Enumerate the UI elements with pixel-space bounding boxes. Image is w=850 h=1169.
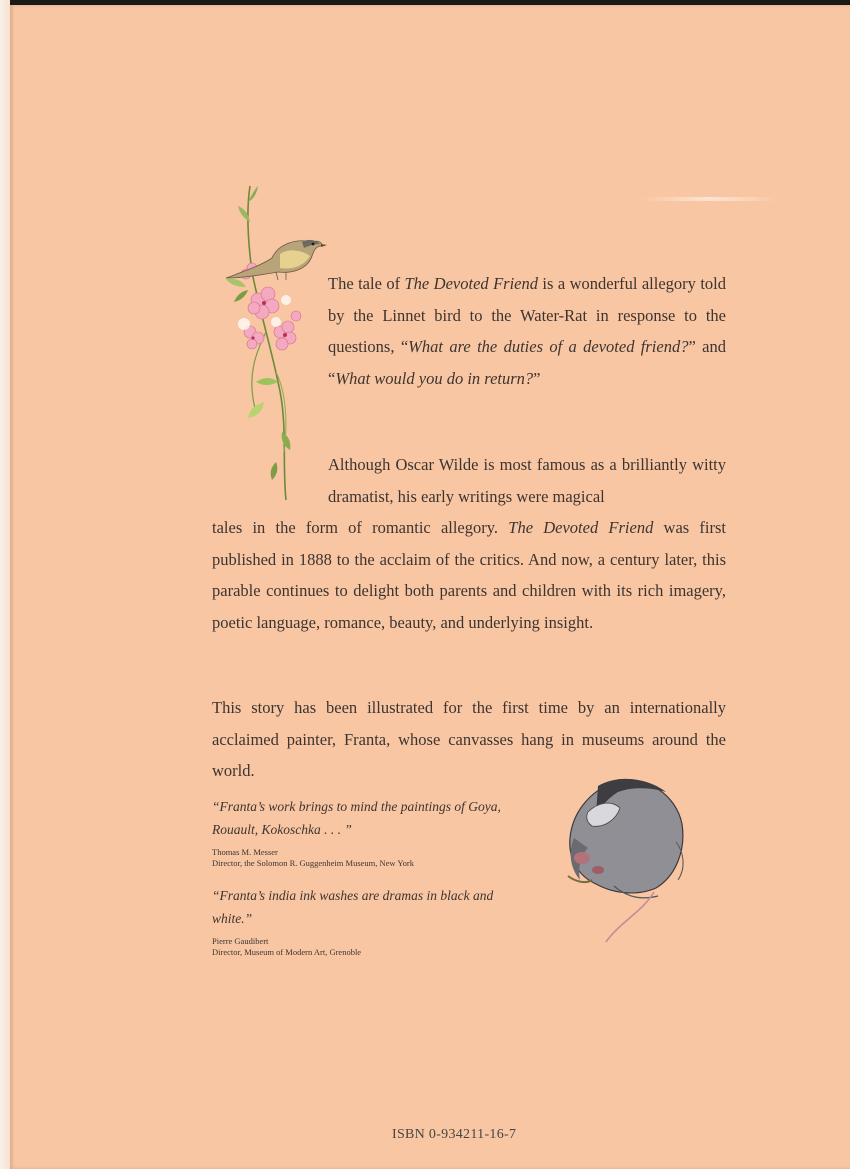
wilde-paragraph-continued [212, 512, 726, 638]
book-title-italic: The Devoted Friend [404, 274, 538, 293]
linnet-bird-illustration [216, 182, 328, 504]
wilde-text: Although Oscar Wilde is most famous as a brilliantly witty dramatist, his early writings were magical [328, 455, 726, 506]
intro-paragraph [328, 268, 726, 394]
question-one: What are the duties of a devoted friend? [408, 337, 689, 356]
wilde-text: tales in the form of romantic allegory. [212, 518, 509, 537]
attribution-name: Thomas M. Messer [212, 847, 278, 857]
wilde-paragraph-start [328, 449, 726, 512]
wilde-text: was first published in 1888 to the acclaim of the critics. And now, a century later, this parable continues to delight both parents and children with its rich imagery, poetic language, romance, beauty, and underlying insight. [212, 518, 726, 632]
book-title-italic: The Devoted Friend [508, 518, 654, 537]
isbn-number: ISBN 0-934211-16-7 [392, 1127, 517, 1142]
cover-crease [640, 197, 780, 201]
question-two: What would you do in return? [335, 368, 534, 388]
intro-text: The tale of [328, 274, 405, 293]
attribution-messer [212, 847, 414, 869]
attribution-title: Director, Museum of Modern Art, Grenoble [212, 947, 362, 957]
scan-left-edge [0, 0, 10, 1169]
attribution-title: Director, the Solomon R. Guggenheim Museum, New York [212, 858, 414, 868]
intro-text: ” and “ [328, 337, 726, 388]
illustrator-paragraph: This story has been illustrated for the first time by an internationally acclaimed painter, Franta, whose canvasses hang in museums around the world. [212, 698, 726, 780]
water-rat-illustration [558, 772, 688, 947]
quote-messer: “Franta’s work brings to mind the paintings of Goya, Rouault, Kokoschka . . . ” [212, 799, 501, 837]
quote-gaudibert: “Franta’s india ink washes are dramas in black and white.” [212, 888, 494, 926]
intro-text: is a wonderful allegory told by the Linnet bird to the Water-Rat in response to the questions, “ [328, 274, 726, 356]
intro-text: ” [533, 368, 541, 388]
attribution-name: Pierre Gaudibert [212, 936, 269, 946]
attribution-gaudibert [212, 936, 361, 958]
